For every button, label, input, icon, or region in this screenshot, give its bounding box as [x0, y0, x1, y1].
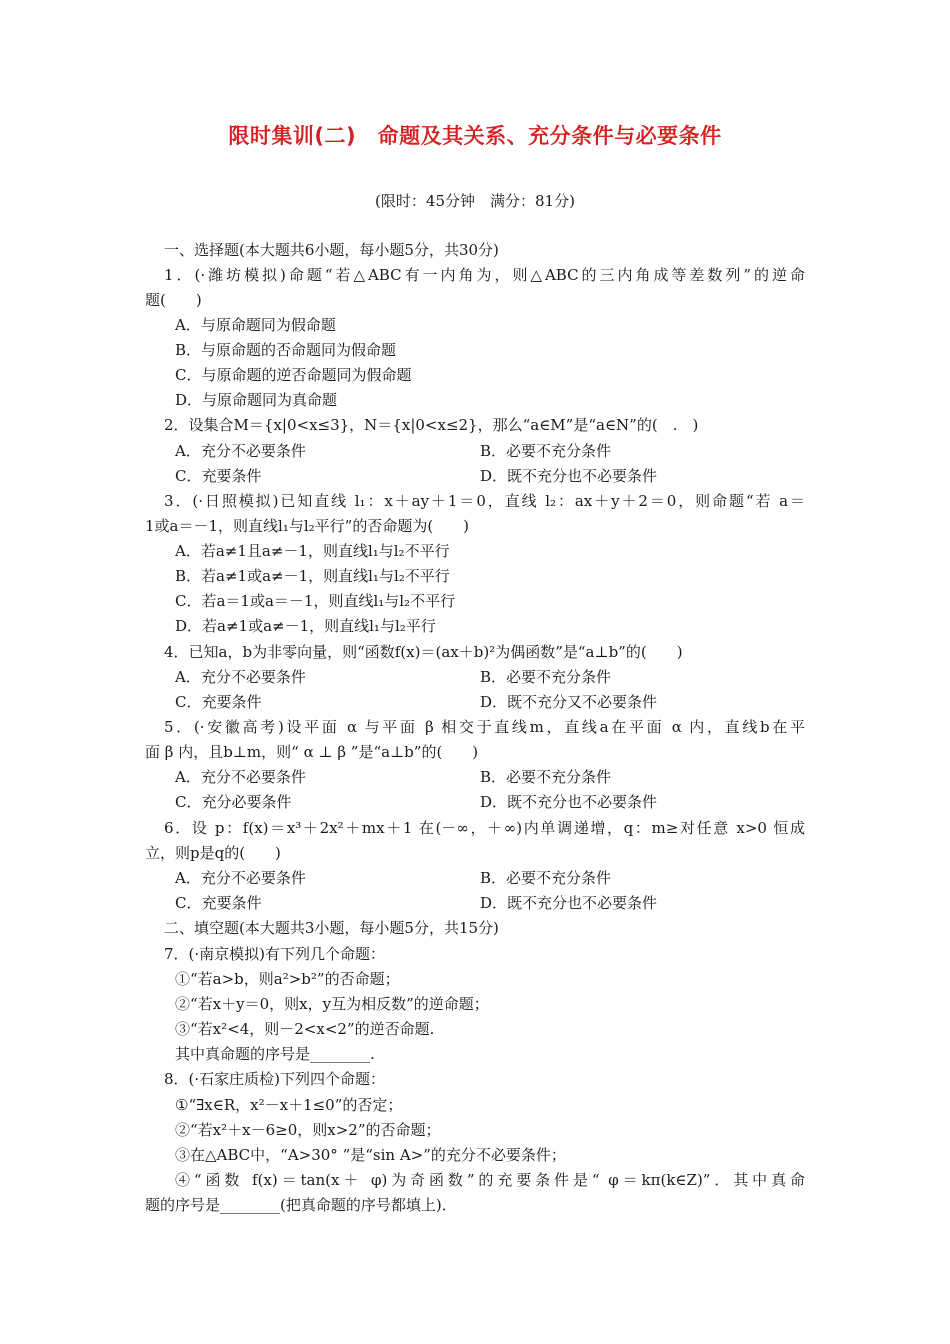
time-and-score-limit: (限时：45分钟 满分：81分)	[375, 192, 575, 210]
question-2-stem: 2．设集合M＝{x|0<x≤3}，N＝{x|0<x≤2}，那么“a∈M”是“a∈N”的( . )	[164, 416, 699, 434]
question-6-option-b: B．必要不充分条件	[480, 869, 612, 887]
question-5-option-c: C．充分必要条件	[175, 793, 292, 811]
question-1-option-a: A．与原命题同为假命题	[175, 316, 336, 334]
question-4-option-d: D．既不充分又不必要条件	[480, 693, 658, 711]
section-heading-fill: 二、填空题(本大题共3小题，每小题5分，共15分)	[164, 919, 499, 937]
question-2-option-d: D．既不充分也不必要条件	[480, 467, 658, 485]
question-1-stem-cont: 题( )	[145, 291, 202, 309]
question-3-option-b: B．若a≠1或a≠－1，则直线l₁与l₂不平行	[175, 567, 450, 585]
question-8-answer-prompt: 题的序号是________(把真命题的序号都填上)．	[145, 1196, 457, 1214]
question-1-option-b: B．与原命题的否命题同为假命题	[175, 341, 397, 359]
question-1-option-d: D．与原命题同为真命题	[175, 391, 338, 409]
question-4-option-a: A．充分不必要条件	[175, 668, 306, 686]
question-6-option-d: D．既不充分也不必要条件	[480, 894, 658, 912]
question-2-option-a: A．充分不必要条件	[175, 442, 306, 460]
question-5-stem-cont: 面 β 内，且b⊥m，则“ α ⊥ β ”是“a⊥b”的( )	[145, 743, 479, 761]
question-7-item-3: ③“若x²<4，则－2<x<2”的逆否命题.	[175, 1020, 435, 1038]
question-8-item-1: ①“∃x∈R，x²－x＋1≤0”的否定；	[175, 1096, 403, 1114]
question-6-stem-cont: 立，则p是q的( )	[145, 844, 281, 862]
section-heading-choice: 一、选择题(本大题共6小题，每小题5分，共30分)	[164, 241, 499, 259]
question-7-stem: 7．(·南京模拟)有下列几个命题：	[164, 945, 386, 963]
question-3-stem-cont: 1或a＝－1，则直线l₁与l₂平行”的否命题为( )	[145, 517, 470, 535]
question-6-option-a: A．充分不必要条件	[175, 869, 306, 887]
question-1-option-c: C．与原命题的逆否命题同为假命题	[175, 366, 412, 384]
question-7-item-1: ①“若a>b，则a²>b²”的否命题；	[175, 970, 400, 988]
question-4-option-c: C．充要条件	[175, 693, 262, 711]
question-5-option-a: A．充分不必要条件	[175, 768, 306, 786]
question-8-item-2: ②“若x²＋x－6≥0，则x>2”的否命题；	[175, 1121, 441, 1139]
question-6-stem: 6．设 p：f(x)＝x³＋2x²＋mx＋1 在(－∞，＋∞)内单调递增，q：m≥对任意 x>0 恒成	[164, 819, 805, 837]
question-5-option-d: D．既不充分也不必要条件	[480, 793, 658, 811]
question-2-option-c: C．充要条件	[175, 467, 262, 485]
question-4-stem: 4．已知a，b为非零向量，则“函数f(x)＝(ax＋b)²为偶函数”是“a⊥b”的( )	[164, 643, 683, 661]
question-8-stem: 8．(·石家庄质检)下列四个命题：	[164, 1070, 386, 1088]
question-1-stem: 1．(·潍坊模拟)命题“若△ABC有一内角为，则△ABC的三内角成等差数列”的逆命	[164, 266, 805, 284]
page-title: 限时集训(二) 命题及其关系、充分条件与必要条件	[228, 124, 722, 148]
question-5-stem: 5．(·安徽高考)设平面 α 与平面 β 相交于直线m，直线a在平面 α 内，直线b在平	[164, 718, 805, 736]
question-4-option-b: B．必要不充分条件	[480, 668, 612, 686]
question-3-option-a: A．若a≠1且a≠－1，则直线l₁与l₂不平行	[175, 542, 450, 560]
question-8-item-4: ④“函数 f(x)＝tan(x＋ φ)为奇函数”的充要条件是“ φ＝kπ(k∈Z)”．其中真命	[175, 1171, 805, 1189]
question-5-option-b: B．必要不充分条件	[480, 768, 612, 786]
question-7-item-2: ②“若x＋y＝0，则x，y互为相反数”的逆命题；	[175, 995, 489, 1013]
question-2-option-b: B．必要不充分条件	[480, 442, 612, 460]
question-7-answer-prompt: 其中真命题的序号是________.	[175, 1045, 375, 1063]
question-3-stem: 3．(·日照模拟)已知直线 l₁：x＋ay＋1＝0，直线 l₂：ax＋y＋2＝0，则命题“若 a＝	[164, 492, 805, 510]
question-6-option-c: C．充要条件	[175, 894, 262, 912]
question-3-option-c: C．若a＝1或a＝－1，则直线l₁与l₂不平行	[175, 592, 456, 610]
question-8-item-3: ③在△ABC中，“A>30° ”是“sin A>”的充分不必要条件；	[175, 1146, 566, 1164]
question-3-option-d: D．若a≠1或a≠－1，则直线l₁与l₂平行	[175, 617, 436, 635]
